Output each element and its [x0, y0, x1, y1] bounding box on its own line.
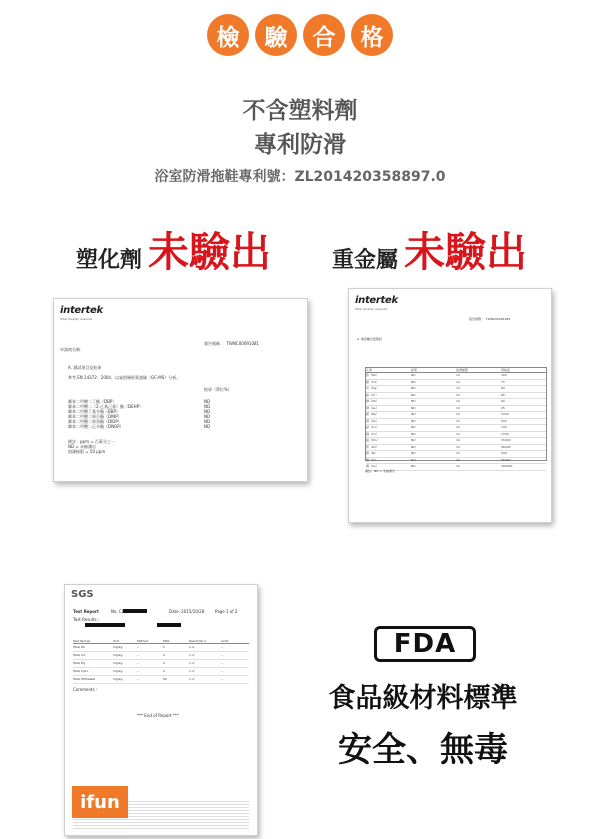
sgs-logo: SGS [71, 589, 94, 600]
report-number: No. CJ [111, 609, 123, 614]
ifun-brand-logo: ifun [72, 786, 128, 818]
applicant: 申請商名稱： [60, 347, 84, 352]
table-row: Total Pb mg/kg -- 5 n.d. -- [73, 644, 249, 652]
comments-label: Comments : [73, 687, 98, 692]
table-row: 鄰苯二甲酸二（2-乙基己基）酯（DEHP） ND [68, 404, 211, 409]
badge-char: 檢 [207, 14, 249, 56]
report-number: 報告號碼 ： TWNC00091081 [204, 341, 260, 346]
title-badges [0, 14, 600, 56]
table-row: 鄰苯二甲酸二異癸酯（DIDP） ND [68, 419, 211, 424]
badge-char: 驗 [255, 14, 297, 56]
table-row: 鋇（Ba） ND 10 1000 [366, 412, 546, 419]
table-row: Total Phthalate mg/kg -- 50 n.d. -- [73, 676, 249, 684]
table-row: 鎘（Cd） ND 10 75 [366, 380, 546, 387]
safe-nontoxic-text: 安全、無毒 [338, 730, 508, 770]
logo-tagline: Total Quality. Assured. [60, 317, 94, 321]
plasticizer-result: 未驗出 [148, 228, 272, 276]
table-header: Test Item(s) Unit Method MDL Result No.1 Limit [73, 639, 249, 644]
test-method: 參考 EN 14372：2004，以氣相層析質譜儀（GC-MS）分析。 [68, 375, 181, 380]
notes: 備註：ND = 未檢測出 [365, 469, 395, 473]
redaction [157, 623, 181, 627]
heavy-metal-result: 未驗出 [404, 228, 528, 276]
table-row: 鍶（Sr） ND 10 56000 [366, 458, 546, 465]
table-row: 銅（Cu） ND 10 7700 [366, 432, 546, 439]
redaction [123, 609, 147, 613]
section-title: A. 測試項目及結果 [68, 365, 102, 370]
table-row: Total Cr6+ mg/kg -- 2 n.d. -- [73, 668, 249, 676]
table-row: Total Hg mg/kg -- 2 n.d. -- [73, 660, 249, 668]
table-row: 錳（Mn） ND 10 15000 [366, 438, 546, 445]
headline-no-plasticizer: 不含塑料劑 [242, 98, 358, 124]
table-row: 鄰苯二甲酸二丁酯（DBP） ND [68, 399, 211, 404]
result-header: 結果（單位%） [204, 387, 232, 392]
page-number: Page 1 of 2 [215, 609, 238, 614]
plasticizer-heading [76, 228, 271, 276]
table-row: 鄰苯二甲酸二正辛酯（DNOP） ND [68, 424, 211, 429]
intertek-logo: intertek [60, 305, 103, 316]
plasticizer-label: 塑化劑 [76, 248, 143, 273]
end-of-report: *** End of Report *** [137, 713, 179, 718]
report-number: 報告號碼 ： TWNC00091081 [469, 317, 511, 321]
heavy-metal-label: 重金屬 [332, 248, 399, 273]
table-row: 砷（As） ND 10 25 [366, 406, 546, 413]
table-row: 錫（Sn） ND 10 180000 [366, 464, 546, 471]
table-row: 鉻（Cr） ND 10 60 [366, 393, 546, 400]
patent-number: 浴室防滑拖鞋專利號：ZL201420358897.0 [154, 169, 446, 185]
table-row: 鄰苯二甲酸二異壬酯（DINP） ND [68, 414, 211, 419]
notes: 備註：ppm = 百萬分之一 ND = 未檢測出 偵測極限 = 50 ppm [68, 439, 115, 454]
redaction [85, 623, 125, 627]
section-title: A. 重金屬含量測試 [357, 337, 382, 341]
heavy-metal-heading [332, 228, 527, 276]
table-header: 元素 結果 偵測極限 規格值 [366, 368, 546, 373]
intertek-logo: intertek [355, 295, 398, 306]
table-row: 鋅（Zn） ND 10 46000 [366, 445, 546, 452]
table-row: 鎳（Ni） ND 10 930 [366, 451, 546, 458]
table-row: 鄰苯二甲酸丁基苄酯（BBP） ND [68, 409, 211, 414]
table-row: 鉛（Pb） ND 10 300 [366, 373, 546, 380]
headline-anti-slip: 專利防滑 [254, 132, 346, 158]
table-row: 硒（Se） ND 10 500 [366, 419, 546, 426]
fda-icon: FDA [374, 626, 476, 662]
fda-logo [374, 626, 476, 662]
table-row: 鈷（Co） ND 10 130 [366, 425, 546, 432]
plasticizer-report [53, 298, 308, 482]
results-label: Test Results : [73, 617, 100, 622]
badge-char: 格 [351, 14, 393, 56]
table-row: 汞（Hg） ND 10 60 [366, 386, 546, 393]
table-row: Total Cd mg/kg -- 2 n.d. -- [73, 652, 249, 660]
plasticizer-table [68, 399, 278, 429]
food-grade-text: 食品級材料標準 [328, 683, 518, 714]
heavy-metal-report [348, 288, 552, 523]
report-date: Date: 2015/10/28 [169, 609, 205, 614]
logo-tagline: Total Quality. Assured. [355, 307, 389, 311]
badge-char: 合 [303, 14, 345, 56]
sgs-table [73, 639, 249, 684]
heavy-metal-table [365, 367, 547, 468]
report-title: Test Report [73, 609, 99, 614]
table-row: 銻（Sb） ND 10 60 [366, 399, 546, 406]
